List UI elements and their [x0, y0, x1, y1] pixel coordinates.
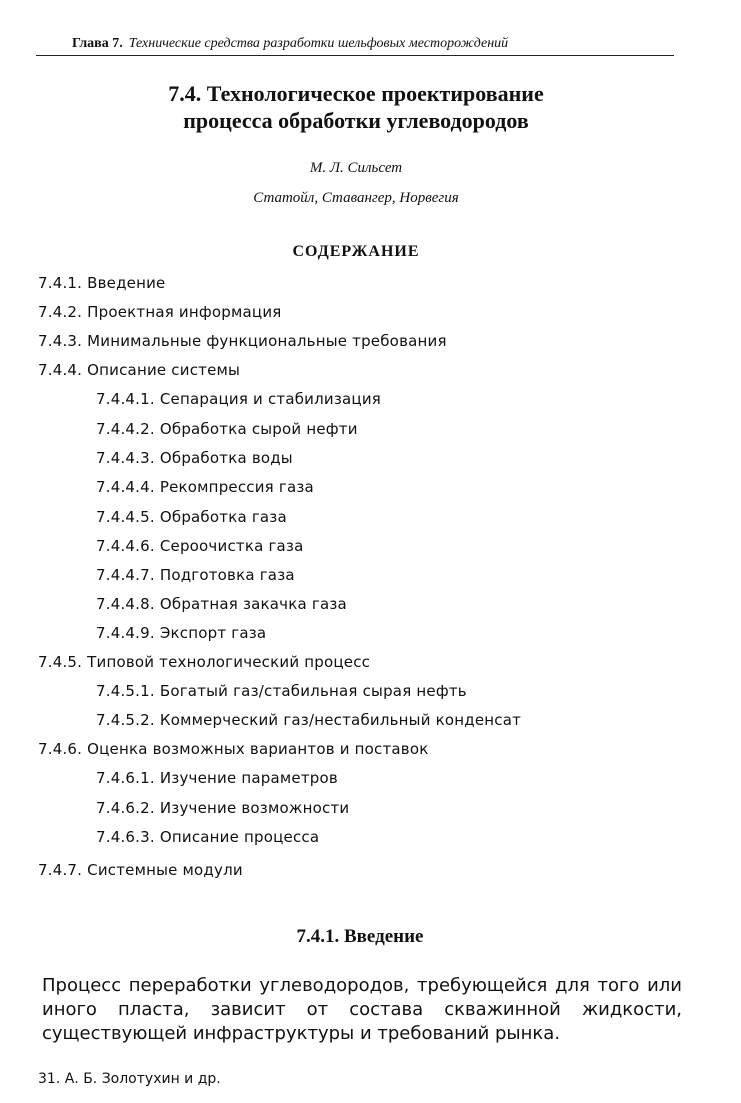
toc-item-title: Типовой технологический процесс [87, 653, 371, 671]
subsection-title: 7.4.1. Введение [296, 926, 424, 947]
toc-item-number: 7.4.4.8. [96, 595, 155, 613]
toc-item-title: Описание системы [87, 361, 241, 379]
toc-item-number: 7.4.4.7. [96, 566, 155, 584]
toc-item-number: 7.4.4.3. [96, 449, 155, 467]
toc-item [38, 332, 447, 350]
section-title [0, 80, 712, 134]
toc-item-number: 7.4.3. [38, 332, 83, 350]
author: М. Л. Сильсет [309, 160, 403, 176]
footer-signature: 31. А. Б. Золотухин и др. [38, 1071, 221, 1087]
toc-item [96, 595, 347, 613]
toc-item-title: Проектная информация [87, 303, 282, 321]
toc-item-number: 7.4.4.9. [96, 624, 155, 642]
toc-item-title: Обратная закачка газа [159, 595, 347, 613]
toc-item [96, 420, 358, 438]
toc-item-number: 7.4.4.4. [96, 478, 155, 496]
header-rule [36, 55, 674, 56]
toc-item-title: Изучение параметров [159, 769, 338, 787]
toc-item-number: 7.4.6.2. [96, 799, 155, 817]
toc-item [96, 682, 467, 700]
toc-item-title: Обработка газа [159, 508, 287, 526]
toc-item-title: Введение [87, 274, 166, 292]
toc-item-number: 7.4.4.6. [96, 537, 155, 555]
toc-item-title: Системные модули [87, 861, 243, 879]
toc-item-title: Сероочистка газа [159, 537, 304, 555]
toc-item [96, 390, 381, 408]
toc-item [96, 624, 266, 642]
toc-item [38, 303, 282, 321]
toc-item [96, 711, 521, 729]
toc-item-title: Минимальные функциональные требования [87, 332, 447, 350]
toc-item-title: Изучение возможности [159, 799, 350, 817]
toc-item-title: Оценка возможных вариантов и поставок [87, 740, 429, 758]
toc-item [96, 799, 349, 817]
toc-item [96, 566, 295, 584]
toc-item [96, 769, 338, 787]
toc-item [96, 537, 304, 555]
toc-item-title: Обработка воды [159, 449, 293, 467]
toc-item-title: Рекомпрессия газа [159, 478, 314, 496]
toc-item-number: 7.4.6. [38, 740, 83, 758]
contents-heading: СОДЕРЖАНИЕ [292, 243, 420, 260]
toc-item-number: 7.4.5.1. [96, 682, 155, 700]
toc-item-title: Обработка сырой нефти [159, 420, 358, 438]
toc-item [38, 653, 370, 671]
toc-item-title: Экспорт газа [159, 624, 267, 642]
toc-item-title: Коммерческий газ/нестабильный конденсат [159, 711, 522, 729]
toc-item-number: 7.4.4.1. [96, 390, 155, 408]
toc-item-number: 7.4.6.3. [96, 828, 155, 846]
toc-item [96, 508, 287, 526]
toc-item-title: Сепарация и стабилизация [159, 390, 382, 408]
toc-item [38, 740, 429, 758]
toc-item-number: 7.4.1. [38, 274, 83, 292]
toc-item-number: 7.4.5.2. [96, 711, 155, 729]
body-paragraph: Процесс переработки углеводородов, требующейся для того или иного пласта, зависит от состава скважинной жидкости, существующей инфраструктуры и требований рынка. [42, 975, 682, 1044]
toc-item-title: Подготовка газа [159, 566, 295, 584]
running-header-chapter: Глава 7. [72, 36, 123, 51]
toc-item [96, 478, 314, 496]
toc-item-number: 7.4.5. [38, 653, 83, 671]
toc-item [38, 274, 165, 292]
affiliation: Статойл, Ставангер, Норвегия [253, 190, 459, 206]
toc-item-number: 7.4.7. [38, 861, 83, 879]
toc-item [38, 861, 243, 879]
toc-item-title: Богатый газ/стабильная сырая нефть [159, 682, 467, 700]
toc-item-number: 7.4.4.2. [96, 420, 155, 438]
toc-item [38, 361, 240, 379]
running-header [72, 36, 508, 52]
toc-item-number: 7.4.4. [38, 361, 83, 379]
toc-item [96, 449, 293, 467]
running-header-subtitle: Технические средства разработки шельфовых месторождений [128, 36, 509, 51]
toc-item-number: 7.4.6.1. [96, 769, 155, 787]
section-title-line-1: 7.4. Технологическое проектирование [168, 81, 544, 106]
section-title-line-2: процесса обработки углеводородов [183, 108, 529, 133]
toc-item-number: 7.4.4.5. [96, 508, 155, 526]
toc-item-title: Описание процесса [159, 828, 320, 846]
toc-item-number: 7.4.2. [38, 303, 83, 321]
toc-item [96, 828, 319, 846]
